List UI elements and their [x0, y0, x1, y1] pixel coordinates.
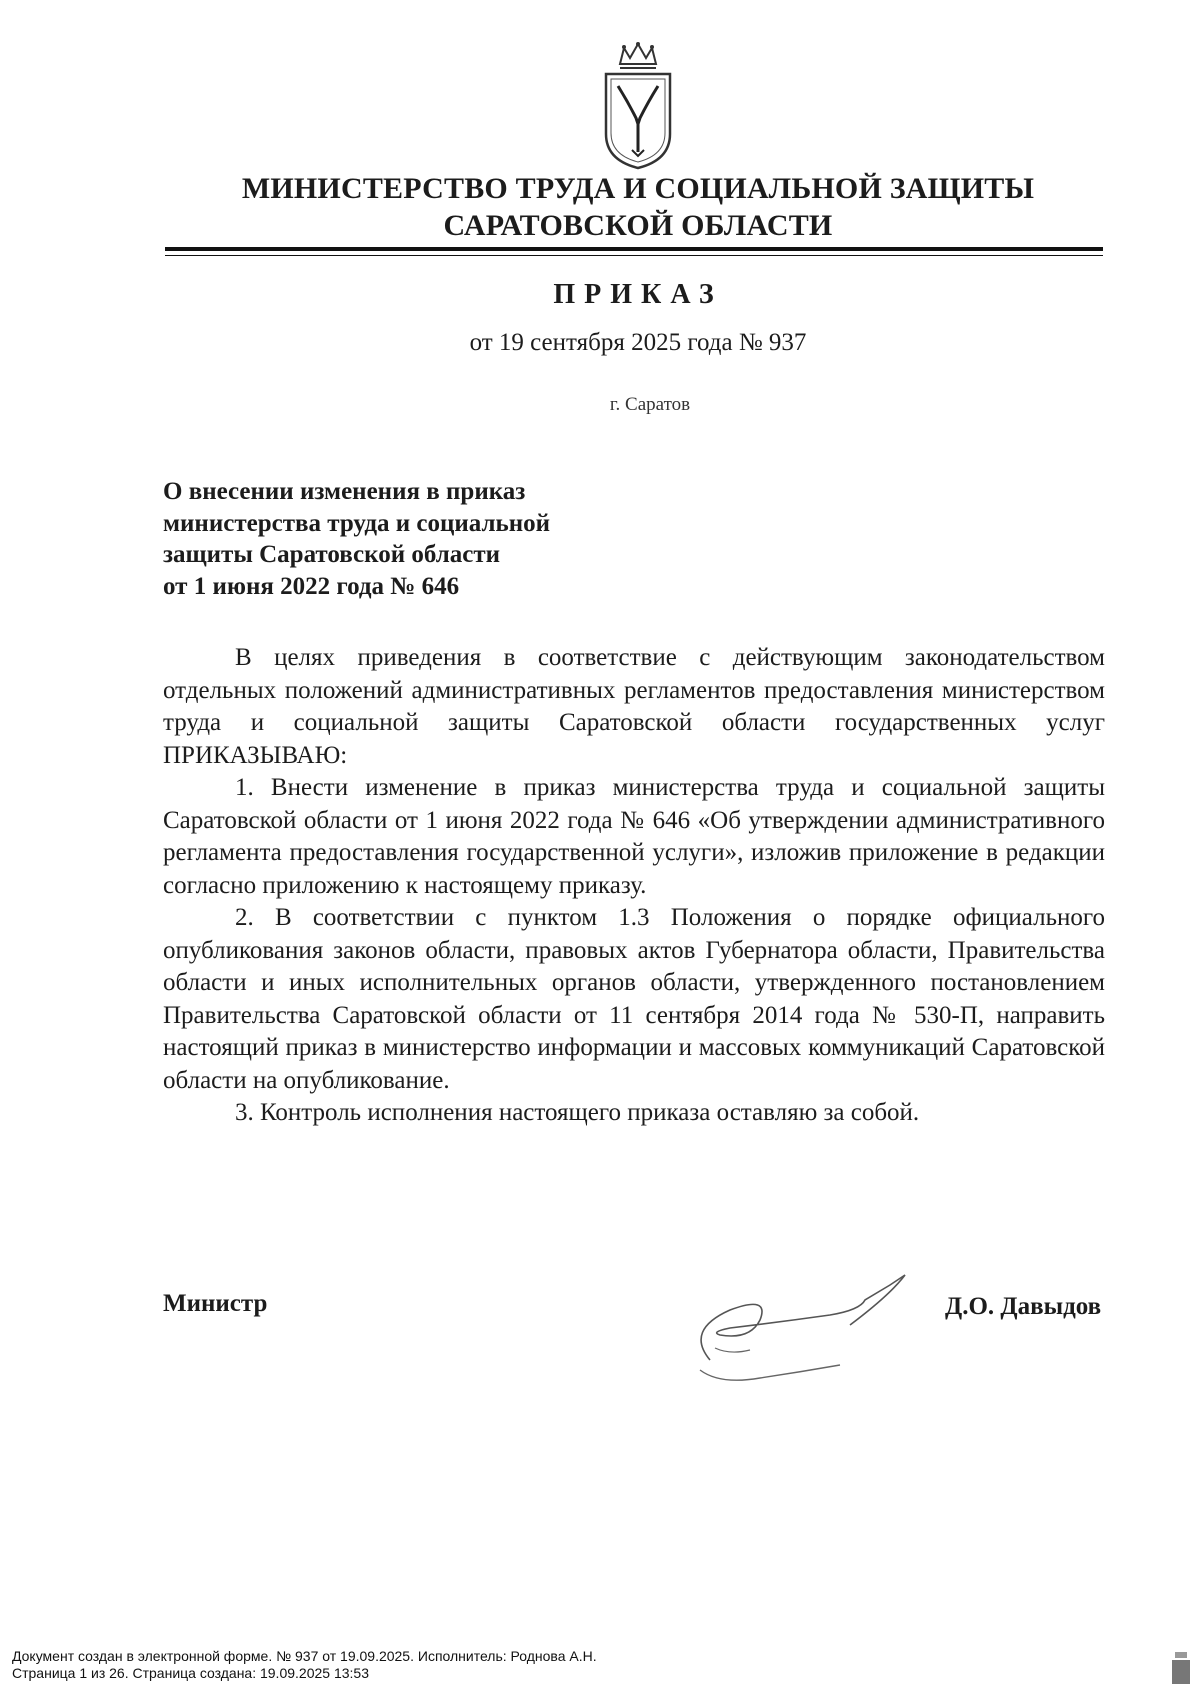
- order-title: ПРИКАЗ: [553, 279, 723, 310]
- body-item-1: 1. Внести изменение в приказ министерства труда и социальной защиты Саратовской области от 1 июня 2022 года № 646 «Об утверждении административного регламента предоставления государственной услуги», изложив приложение в редакции согласно приложению к настоящему приказу.: [163, 774, 1105, 899]
- ministry-line-2: САРАТОВСКОЙ ОБЛАСТИ: [443, 209, 833, 242]
- body-preamble: В целях приведения в соответствие с действующим законодательством отдельных положений административных регламентов предоставления министерством труда и социальной защиты Саратовской области государственных услуг ПРИКАЗЫВАЮ:: [163, 644, 1105, 769]
- order-subject: [163, 476, 723, 602]
- order-body: [163, 642, 1105, 1130]
- subject-line-3: защиты Саратовской области: [163, 541, 501, 568]
- signatory-role: Министр: [163, 1290, 268, 1317]
- coat-of-arms-emblem: [598, 42, 678, 172]
- footer-line-1: Документ создан в электронной форме. № 937 от 19.09.2025. Исполнитель: Роднова А.Н.: [12, 1648, 597, 1664]
- ministry-line-1: МИНИСТЕРСТВО ТРУДА И СОЦИАЛЬНОЙ ЗАЩИТЫ: [241, 172, 1035, 205]
- subject-line-1: О внесении изменения в приказ: [163, 478, 526, 505]
- subject-line-4: от 1 июня 2022 года № 646: [163, 572, 460, 600]
- body-item-3: 3. Контроль исполнения настоящего приказа оставляю за собой.: [235, 1099, 920, 1126]
- header-rule-thin: [165, 255, 1103, 256]
- ministry-name: [0, 170, 1200, 244]
- signatory-name: Д.О. Давыдов: [945, 1293, 1102, 1320]
- electronic-document-footer: [12, 1648, 597, 1682]
- order-date-number: от 19 сентября 2025 года № 937: [469, 329, 807, 356]
- order-city: г. Саратов: [609, 394, 691, 415]
- body-item-2: 2. В соответствии с пунктом 1.3 Положения о порядке официального опубликования законов области, правовых актов Губернатора области, Правительства области и иных исполнительных органов области, утвержденного постановлением Правительства Саратовской области от 11 сентября 2014 года № 530-П, направить настоящий приказ в министерство информации и массовых коммуникаций Саратовской области на опубликование.: [163, 904, 1105, 1094]
- handwritten-signature: [690, 1260, 930, 1390]
- footer-line-2: Страница 1 из 26. Страница создана: 19.09.2025 13:53: [12, 1665, 369, 1681]
- seal-icon: [1170, 1650, 1192, 1686]
- subject-line-2: министерства труда и социальной: [163, 509, 551, 537]
- header-rule-thick: [165, 247, 1103, 251]
